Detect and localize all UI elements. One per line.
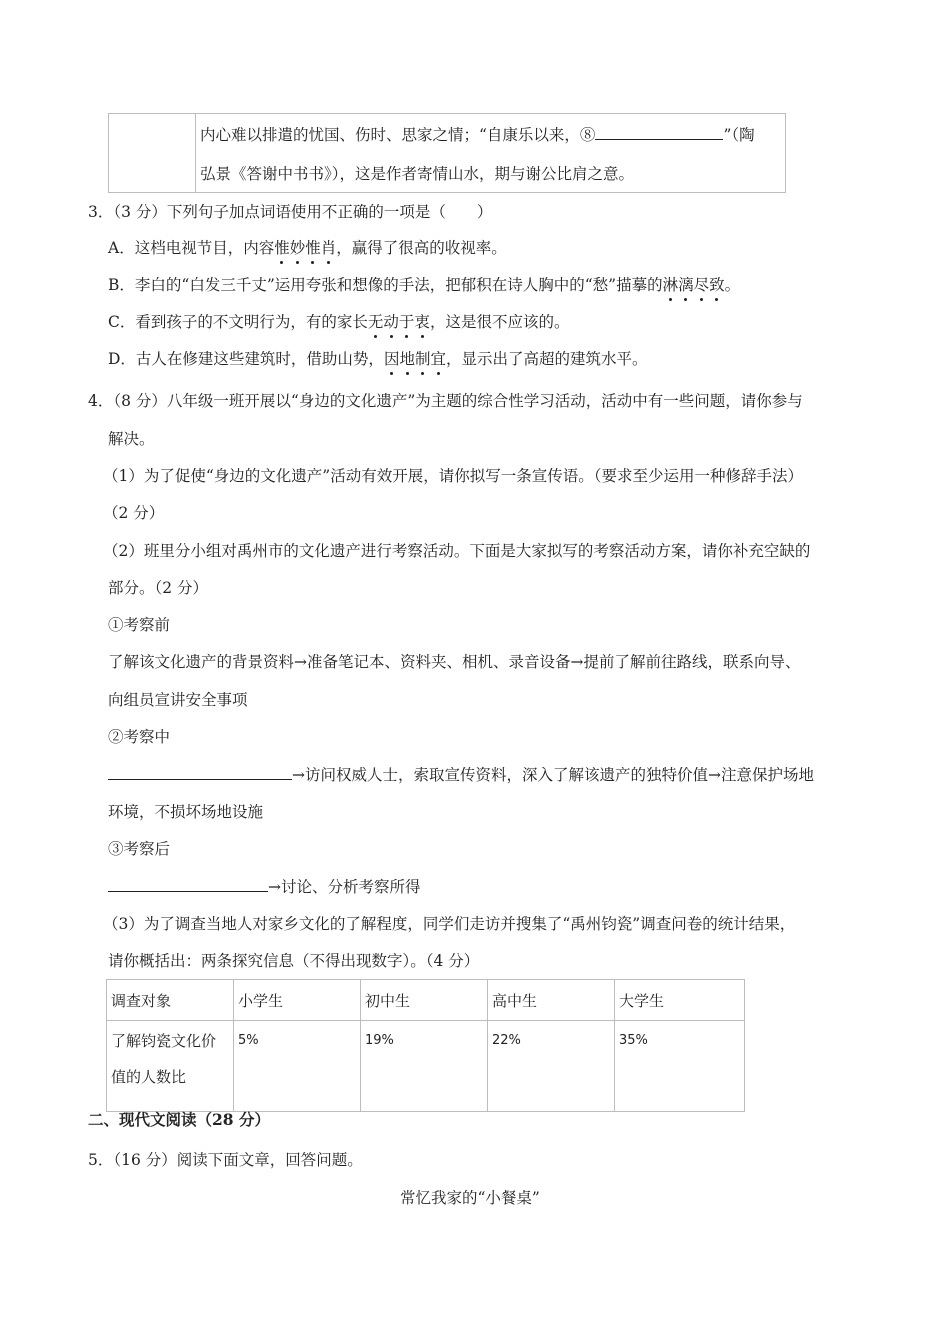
option-text: ，显示出了高超的建筑水平。 <box>446 350 648 368</box>
value-cell: 35% <box>615 1021 745 1112</box>
during-text: →访问权威人士，索取宣传资料，深入了解该遗产的独特价值→注意保护场地 <box>292 766 814 784</box>
option-text: D．古人在修建这些建筑时，借助山势， <box>108 350 384 368</box>
header-cell: 高中生 <box>488 980 615 1021</box>
dotted-char: 动 <box>383 313 399 331</box>
dotted-char: 制 <box>414 350 431 368</box>
after-title: ③考察后 <box>108 840 171 858</box>
dotted-char: 因 <box>383 350 400 368</box>
before-line-1: 了解该文化遗产的背景资料→准备笔记本、资料夹、相机、录音设备→提前了解前往路线，联系向导、 <box>108 653 801 671</box>
dotted-char: 肖 <box>320 239 337 257</box>
value-cell: 19% <box>361 1021 488 1112</box>
during-line-2: 环境，不损坏场地设施 <box>108 803 264 821</box>
dotted-char: 惟 <box>305 239 321 257</box>
row-label: 了解钧瓷文化价 <box>111 1032 217 1050</box>
dotted-char: 于 <box>398 313 415 331</box>
row-label: 值的人数比 <box>111 1068 187 1086</box>
q5-stem: 5．（16 分）阅读下面文章，回答问题。 <box>88 1151 363 1169</box>
fragment-text: ”（陶 <box>723 126 755 144</box>
answer-blank-after[interactable] <box>108 877 268 892</box>
q4-part2-line-2: 部分。（2 分） <box>108 579 209 597</box>
header-cell: 初中生 <box>361 980 488 1021</box>
dotted-char: 漓 <box>678 276 694 294</box>
option-text: 。 <box>724 276 741 294</box>
q3-stem: 3．（3 分）下列句子加点词语使用不正确的一项是（ ） <box>88 203 493 221</box>
header-cell: 大学生 <box>615 980 745 1021</box>
row-label-cell <box>107 1021 234 1112</box>
q4-stem-line-1: 4．（8 分）八年级一班开展以“身边的文化遗产”为主题的综合性学习活动，活动中有一些问题，请你参与 <box>88 392 803 410</box>
after-line-1 <box>108 876 421 898</box>
after-text: →讨论、分析考察所得 <box>268 878 421 896</box>
value-cell: 5% <box>234 1021 361 1112</box>
dotted-char: 妙 <box>289 239 306 257</box>
table-divider <box>195 114 196 192</box>
dotted-char: 衷 <box>414 313 430 331</box>
answer-blank-during[interactable] <box>108 765 292 780</box>
q4-part1-line-2: （2 分） <box>103 504 165 522</box>
header-cell: 小学生 <box>234 980 361 1021</box>
article-title: 常忆我家的“小餐桌” <box>400 1189 540 1207</box>
answer-blank-8[interactable] <box>595 125 723 140</box>
dotted-char: 宜 <box>430 350 446 368</box>
dotted-char: 致 <box>709 276 725 294</box>
option-text: ，这是很不应该的。 <box>429 313 570 331</box>
q4-part3-line-2: 请你概括出：两条探究信息（不得出现数字）。（4 分） <box>108 952 480 970</box>
q4-part1-line-1: （1）为了促使“身边的文化遗产”活动有效开展，请你拟写一条宣传语。（要求至少运用一种修辞手法） <box>103 467 803 485</box>
q3-option-c[interactable] <box>108 311 569 333</box>
section-heading: 二、现代文阅读（28 分） <box>88 1110 270 1129</box>
option-text: C．看到孩子的不文明行为，有的家长 <box>108 313 368 331</box>
dotted-char: 无 <box>367 313 384 331</box>
q4-part3-line-1: （3）为了调查当地人对家乡文化的了解程度，同学们走访并搜集了“禹州钧瓷”调查问卷的统计结果， <box>103 915 796 933</box>
fragment-line-2: 弘景《答谢中书书》），这是作者寄情山水，期与谢公比肩之意。 <box>200 165 635 183</box>
dotted-char: 惟 <box>274 239 290 257</box>
value-cell: 22% <box>488 1021 615 1112</box>
dotted-char: 尽 <box>693 276 710 294</box>
before-title: ①考察前 <box>108 616 171 634</box>
q3-option-b[interactable] <box>108 274 740 296</box>
dotted-char: 地 <box>399 350 415 368</box>
option-text: ，赢得了很高的收视率。 <box>336 239 507 257</box>
header-cell: 调查对象 <box>107 980 234 1021</box>
dotted-char: 淋 <box>662 276 679 294</box>
q3-option-a[interactable] <box>108 237 507 259</box>
q4-part2-line-1: （2）班里分小组对禹州市的文化遗产进行考察活动。下面是大家拟写的考察活动方案，请你补充空缺的 <box>103 542 811 560</box>
table-row <box>107 1021 745 1112</box>
table-row <box>107 980 745 1021</box>
fragment-line-1 <box>200 124 755 146</box>
fragment-text: 内心难以排遣的忧国、伤时、思家之情；“自康乐以来，⑧ <box>200 126 596 144</box>
during-line-1 <box>108 764 814 786</box>
q3-option-d[interactable] <box>108 348 648 370</box>
before-line-2: 向组员宣讲安全事项 <box>108 691 248 709</box>
survey-table <box>106 979 745 1112</box>
option-text: B．李白的“白发三千丈”运用夸张和想像的手法，把郁积在诗人胸中的“愁”描摹的 <box>108 276 663 294</box>
during-title: ②考察中 <box>108 728 171 746</box>
q4-stem-line-2: 解决。 <box>108 430 155 448</box>
option-text: A．这档电视节目，内容 <box>108 239 275 257</box>
